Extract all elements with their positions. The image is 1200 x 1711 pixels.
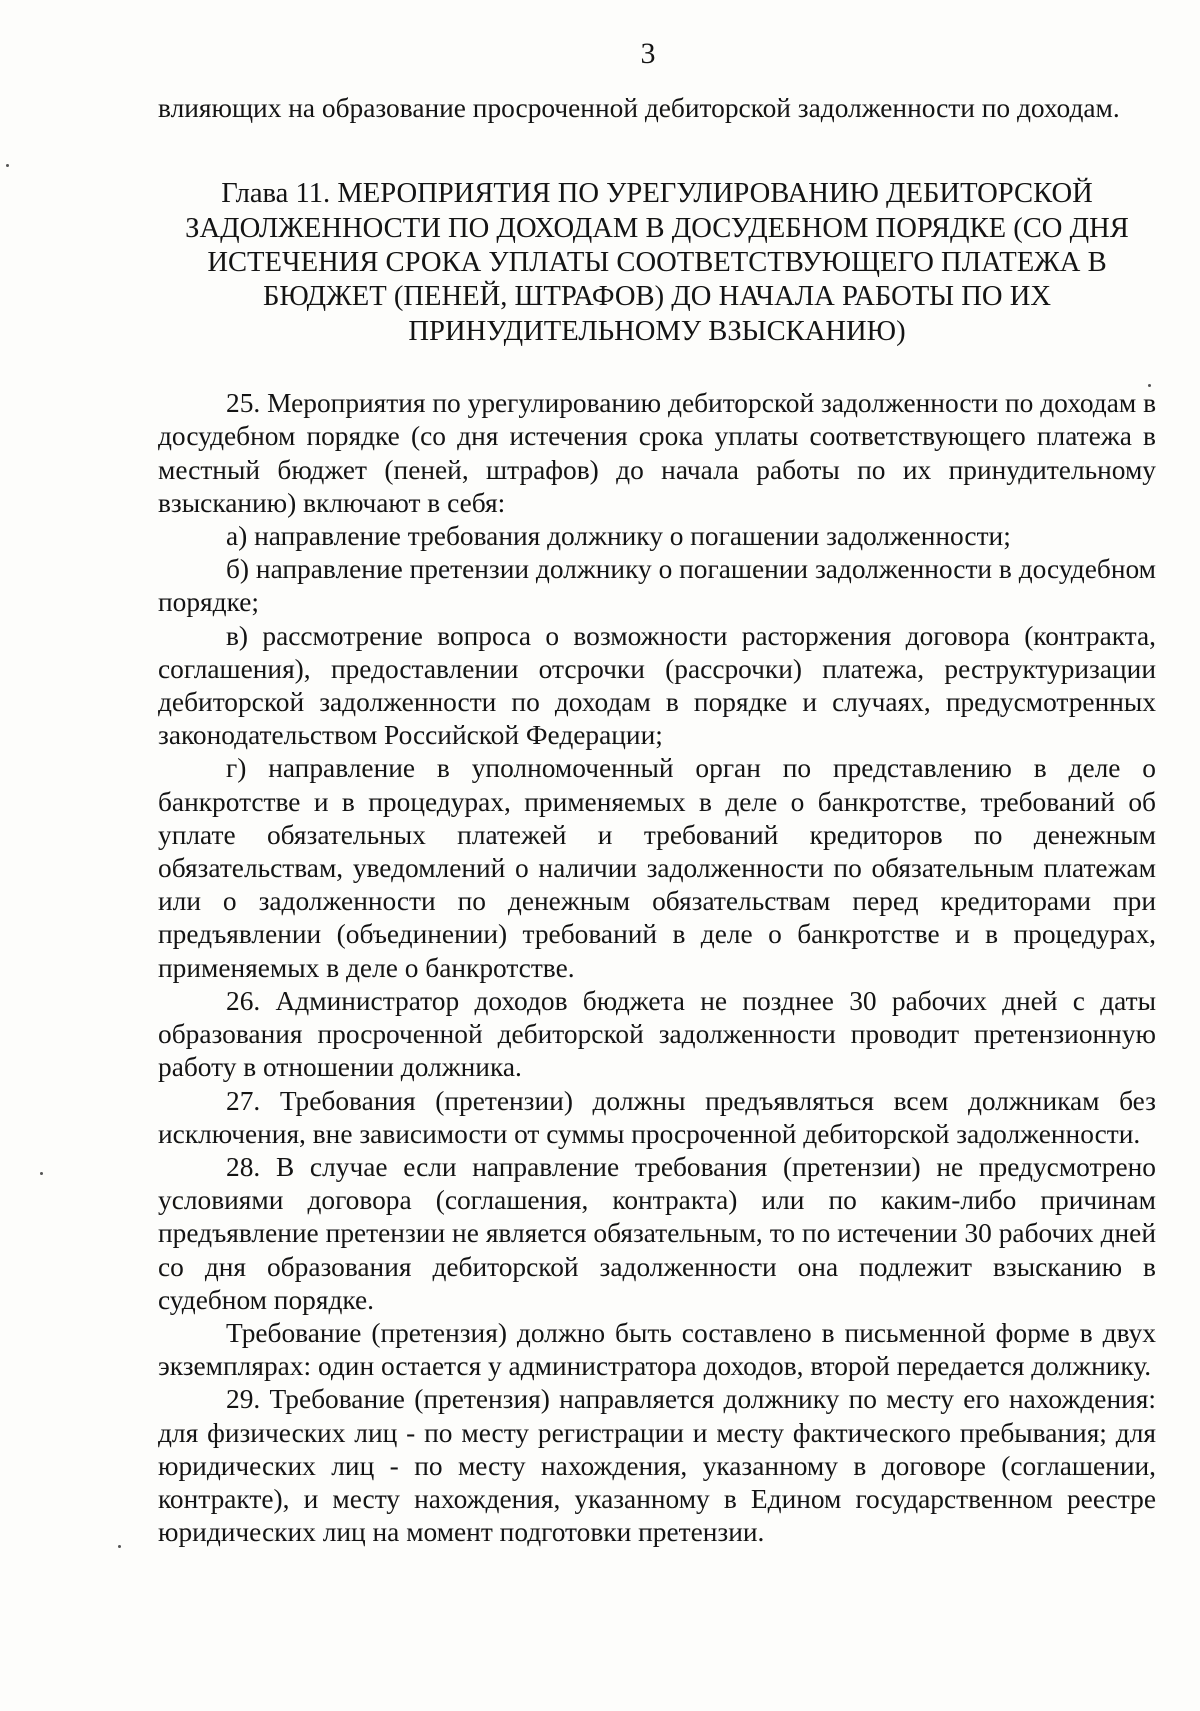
- page-number: 3: [640, 37, 656, 70]
- paragraph-26: 26. Администратор доходов бюджета не позднее 30 рабочих дней с даты образования просроченной дебиторской задолженности проводит претензионную работу в отношении должника.: [158, 985, 1156, 1083]
- paragraph-28: 28. В случае если направление требования (претензии) не предусмотрено условиями договора (соглашения, контракта) или по каким-либо причинам предъявление претензии не является обязательным, то по истечении 30 рабочих дней со дня образования дебиторской задолженности она подлежит взысканию в судебном порядке.: [158, 1151, 1156, 1315]
- paragraph-25-item-g: г) направление в уполномоченный орган по представлению в деле о банкротстве и в процедурах, применяемых в деле о банкротстве, требований об уплате обязательных платежей и требований кредиторов по денежным обязательствам, уведомлений о наличии задолженности по обязательным платежам или о задолженности по денежным обязательствам перед кредиторами при предъявлении (объединении) требований в деле о банкротстве и в процедурах, применяемых в деле о банкротстве.: [158, 753, 1156, 983]
- paragraph-27: 27. Требования (претензии) должны предъявляться всем должникам без исключения, вне зависимости от суммы просроченной дебиторской задолженности.: [158, 1085, 1156, 1149]
- paragraph-25-item-b: б) направление претензии должнику о погашении задолженности в досудебном порядке;: [158, 554, 1156, 618]
- paragraph-28-continuation: Требование (претензия) должно быть составлено в письменной форме в двух экземплярах: один остается у администратора доходов, второй передается должнику.: [158, 1317, 1156, 1382]
- scan-speck: [6, 164, 9, 167]
- chapter-title: Глава 11. МЕРОПРИЯТИЯ ПО УРЕГУЛИРОВАНИЮ ДЕБИТОРСКОЙ ЗАДОЛЖЕННОСТИ ПО ДОХОДАМ В ДОСУДЕБНОМ ПОРЯДКЕ (СО ДНЯ ИСТЕЧЕНИЯ СРОКА УПЛАТЫ СООТВЕТСТВУЮЩЕГО ПЛАТЕЖА В БЮДЖЕТ (ПЕНЕЙ, ШТРАФОВ) ДО НАЧАЛА РАБОТЫ ПО ИХ ПРИНУДИТЕЛЬНОМУ ВЗЫСКАНИЮ): [185, 178, 1129, 347]
- document-body: [158, 92, 1156, 1549]
- intro-paragraph: влияющих на образование просроченной дебиторской задолженности по доходам.: [158, 93, 1120, 123]
- paragraph-25-item-a: а) направление требования должнику о погашении задолженности;: [226, 521, 1011, 552]
- paragraph-29: 29. Требование (претензия) направляется должнику по месту его нахождения: для физических лиц - по месту регистрации и месту фактического пребывания; для юридических лиц - по месту нахождения, указанному в договоре (соглашении, контракте), и месту нахождения, указанному в Едином государственном реестре юридических лиц на момент подготовки претензии.: [158, 1384, 1156, 1548]
- scan-speck: [118, 1545, 121, 1548]
- scan-speck: [40, 1172, 43, 1175]
- scan-speck: [1148, 384, 1151, 387]
- paragraph-25-item-v: в) рассмотрение вопроса о возможности расторжения договора (контракта, соглашения), предоставлении отсрочки (рассрочки) платежа, реструктуризации дебиторской задолженности по доходам в порядке и случаях, предусмотренных законодательством Российской Федерации;: [158, 620, 1156, 751]
- paragraph-25: 25. Мероприятия по урегулированию дебиторской задолженности по доходам в досудебном порядке (со дня истечения срока уплаты соответствующего платежа в местный бюджет (пеней, штрафов) до начала работы по их принудительному взысканию) включают в себя:: [158, 388, 1156, 518]
